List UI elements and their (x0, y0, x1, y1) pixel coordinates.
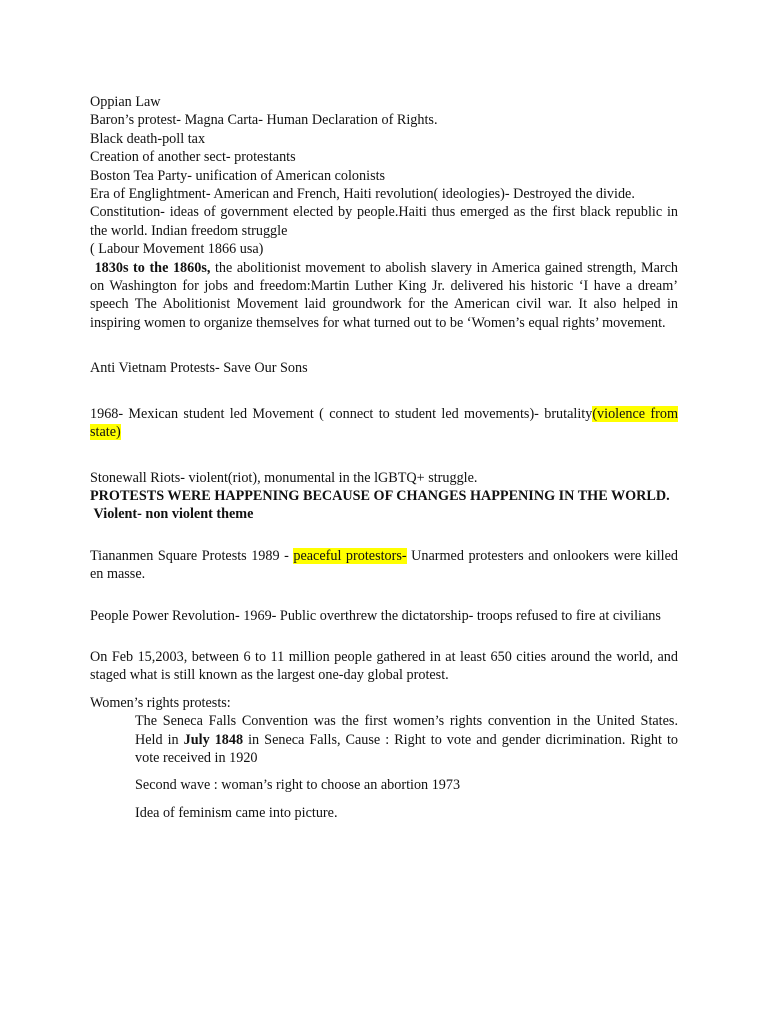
notes-body (90, 93, 678, 822)
abolition-dates: 1830s to the 1860s, (94, 259, 211, 276)
tiananmen-highlight: peaceful protestors- (293, 547, 407, 564)
mexican-text: 1968- Mexican student led Movement ( connect to student led movements)- brutality (90, 405, 593, 422)
note-constitution: Constitution- ideas of government elected by people.Haiti thus emerged as the first black republic in the world. Indian freedom struggle (90, 204, 678, 239)
note-black-death: Black death-poll tax (90, 130, 206, 147)
note-boston-tea-party: Boston Tea Party- unification of American colonists (90, 167, 386, 184)
note-second-wave: Second wave : woman’s right to choose an abortion 1973 (135, 777, 461, 794)
abolition-paragraph (90, 259, 678, 333)
seneca-date: July 1848 (183, 731, 244, 748)
theme-heading (90, 505, 678, 523)
tiananmen-text-b: Unarmed protesters and onlookers were killed en masse. (90, 547, 678, 583)
mexican-highlight: (violence from state) (90, 405, 679, 441)
note-tiananmen (90, 547, 678, 584)
note-feminism: Idea of feminism came into picture. (135, 804, 338, 821)
note-labour-movement: ( Labour Movement 1866 usa) (90, 241, 264, 258)
note-feb-2003: On Feb 15,2003, between 6 to 11 million people gathered in at least 650 cities around the world, and staged what is still known as the largest one-day global protest. (90, 648, 678, 684)
seneca-text-b: in Seneca Falls, Cause : Right to vote and gender dicrimination. Right to vote received in 1920 (135, 731, 678, 766)
note-anti-vietnam: Anti Vietnam Protests- Save Our Sons (90, 360, 308, 377)
note-people-power: People Power Revolution- 1969- Public overthrew the dictatorship- troops refused to fire at civilians (90, 607, 661, 624)
theme-heading-text: Violent- non violent theme (93, 506, 254, 523)
note-oppian-law: Oppian Law (90, 94, 161, 110)
note-mexican-movement (90, 405, 678, 442)
note-stonewall: Stonewall Riots- violent(riot), monumental in the lGBTQ+ struggle. (90, 469, 478, 486)
note-protestants: Creation of another sect- protestants (90, 149, 296, 166)
protests-heading: PROTESTS WERE HAPPENING BECAUSE OF CHANGES HAPPENING IN THE WORLD. (90, 487, 670, 504)
abolition-text: the abolitionist movement to abolish slavery in America gained strength, March on Washington for jobs and freedom:Martin Luther King Jr. delivered his historic ‘I have a dream’ speech The Abolitionist Movement laid groundwork for the American civil war. It also helped in inspiring women to organize themselves for what turned out to be ‘Women’s equal rights’ movement. (90, 259, 678, 331)
note-enlightenment: Era of Englightment- American and French, Haiti revolution( ideologies)- Destroyed the divide. (90, 186, 635, 203)
note-barons-protest: Baron’s protest- Magna Carta- Human Declaration of Rights. (90, 112, 438, 129)
seneca-text-a: The Seneca Falls Convention was the first women’s rights convention in the United States. Held in (135, 713, 678, 748)
womens-rights-heading: Women’s rights protests: (90, 694, 231, 711)
tiananmen-text-a: Tiananmen Square Protests 1989 - (90, 547, 294, 564)
note-seneca-falls (135, 712, 678, 767)
